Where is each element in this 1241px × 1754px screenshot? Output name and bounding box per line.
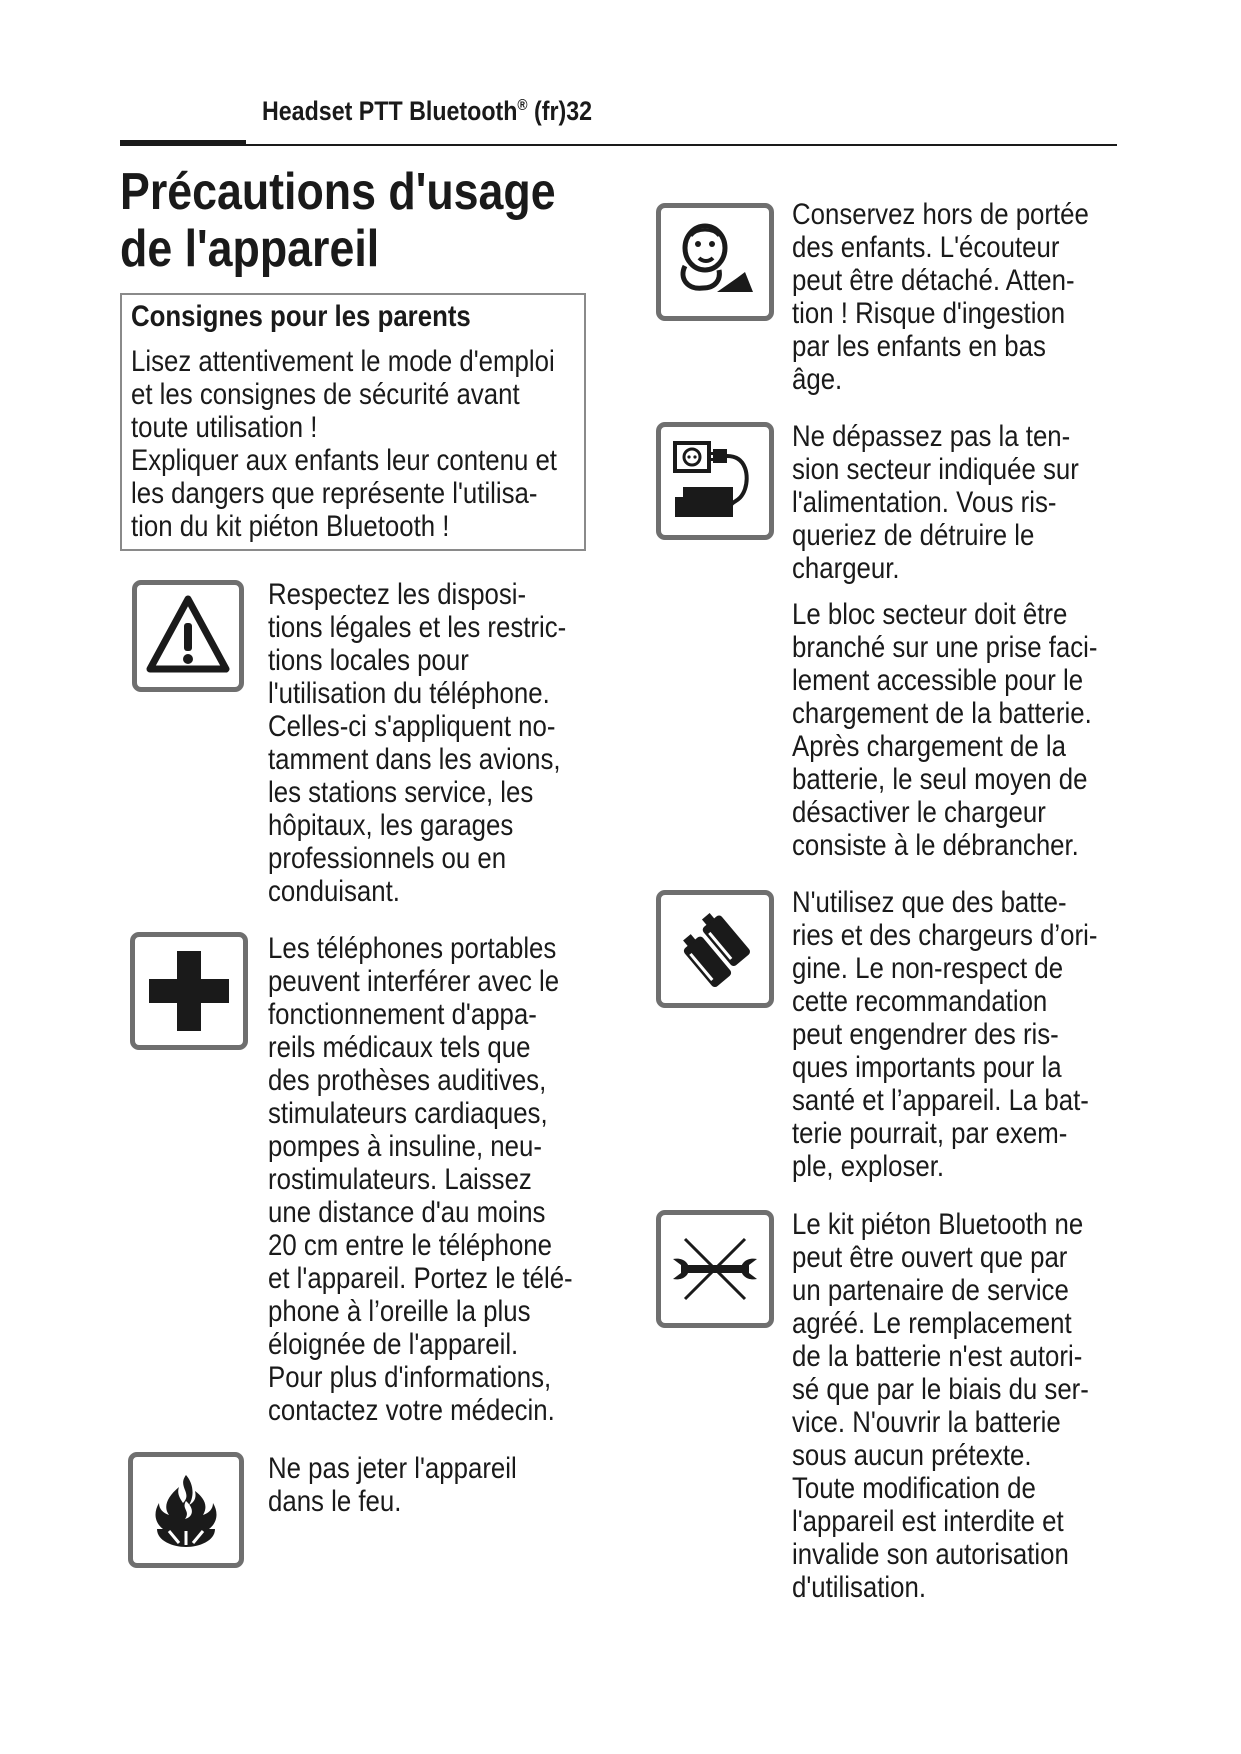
parents-notice-box <box>120 293 586 551</box>
batteries-icon <box>656 890 774 1008</box>
authorized-service-text: Le kit piéton Bluetooth ne peut être ouvert que par un partenaire de service agréé. Le remplacement de la batterie n'est autori- sé que par le biais du ser- vice. N'ouvrir la batterie sous aucun prétexte. Toute modification de l'appareil est interdite et invalide son autorisation d'utilisation. <box>792 1208 1089 1604</box>
registered-mark: ® <box>517 97 528 114</box>
no-tools-icon <box>656 1210 774 1328</box>
original-batteries-text: N'utilisez que des batte- ries et des chargeurs d’ori- gine. Le non-respect de cette recommandation peut engendrer des ris- ques importants pour la santé et l’appareil. La bat- terie pourrait, par exem- ple, exploser. <box>792 886 1098 1183</box>
header-rule-thin <box>246 144 1117 146</box>
legal-restrictions-text: Respectez les disposi- tions légales et les restric- tions locales pour l'utilisation du téléphone. Celles-ci s'appliquent no- tamment dans les avions, les stations service, les hôpitaux, les garages professionnels ou en conduisant. <box>268 578 567 908</box>
power-supply-icon <box>656 422 774 540</box>
medical-devices-text: Les téléphones portables peuvent interférer avec le fonctionnement d'appa- reils médicaux tels que des prothèses auditives, stimulateurs cardiaques, pompes à insuline, neu- rostimulateurs. Laissez une distance d'au moins 20 cm entre le téléphone et l'appareil. Portez le télé- phone à l’oreille la plus éloignée de l'appareil. Pour plus d'informations, contactez votre médecin. <box>268 932 573 1427</box>
fire-icon <box>128 1452 244 1568</box>
child-safety-text: Conservez hors de portée des enfants. L'écouteur peut être détaché. Atten- tion ! Risque d'ingestion par les enfants en bas âge. <box>792 198 1089 396</box>
parents-notice-text: Lisez attentivement le mode d'emploi et les consignes de sécurité avant toute utilisation ! Expliquer aux enfants leur contenu et les dangers que représente l'utilisa- tion du kit piéton Bluetooth ! <box>131 345 557 543</box>
header-title: Headset PTT Bluetooth <box>262 96 518 126</box>
warning-triangle-icon <box>132 580 244 692</box>
page-title <box>120 164 627 278</box>
parents-notice-title: Consignes pour les parents <box>131 300 471 333</box>
page-title-line: de l'appareil <box>120 220 380 278</box>
medical-cross-icon <box>130 932 248 1050</box>
header-rule-thick <box>120 140 246 146</box>
fire-disposal-text: Ne pas jeter l'appareil dans le feu. <box>268 1452 517 1518</box>
voltage-text: Ne dépassez pas la ten- sion secteur indiquée sur l'alimentation. Vous ris- queriez de détruire le chargeur. <box>792 420 1079 585</box>
page-title-line: Précautions d'usage <box>120 163 556 221</box>
child-icon <box>656 203 774 321</box>
header-page-number: (fr)32 <box>527 96 593 126</box>
charger-unplug-text: Le bloc secteur doit être branché sur une prise faci- lement accessible pour le chargement de la batterie. Après chargement de la batterie, le seul moyen de désactiver le chargeur consiste à le débrancher. <box>792 598 1098 862</box>
running-header <box>262 94 646 128</box>
